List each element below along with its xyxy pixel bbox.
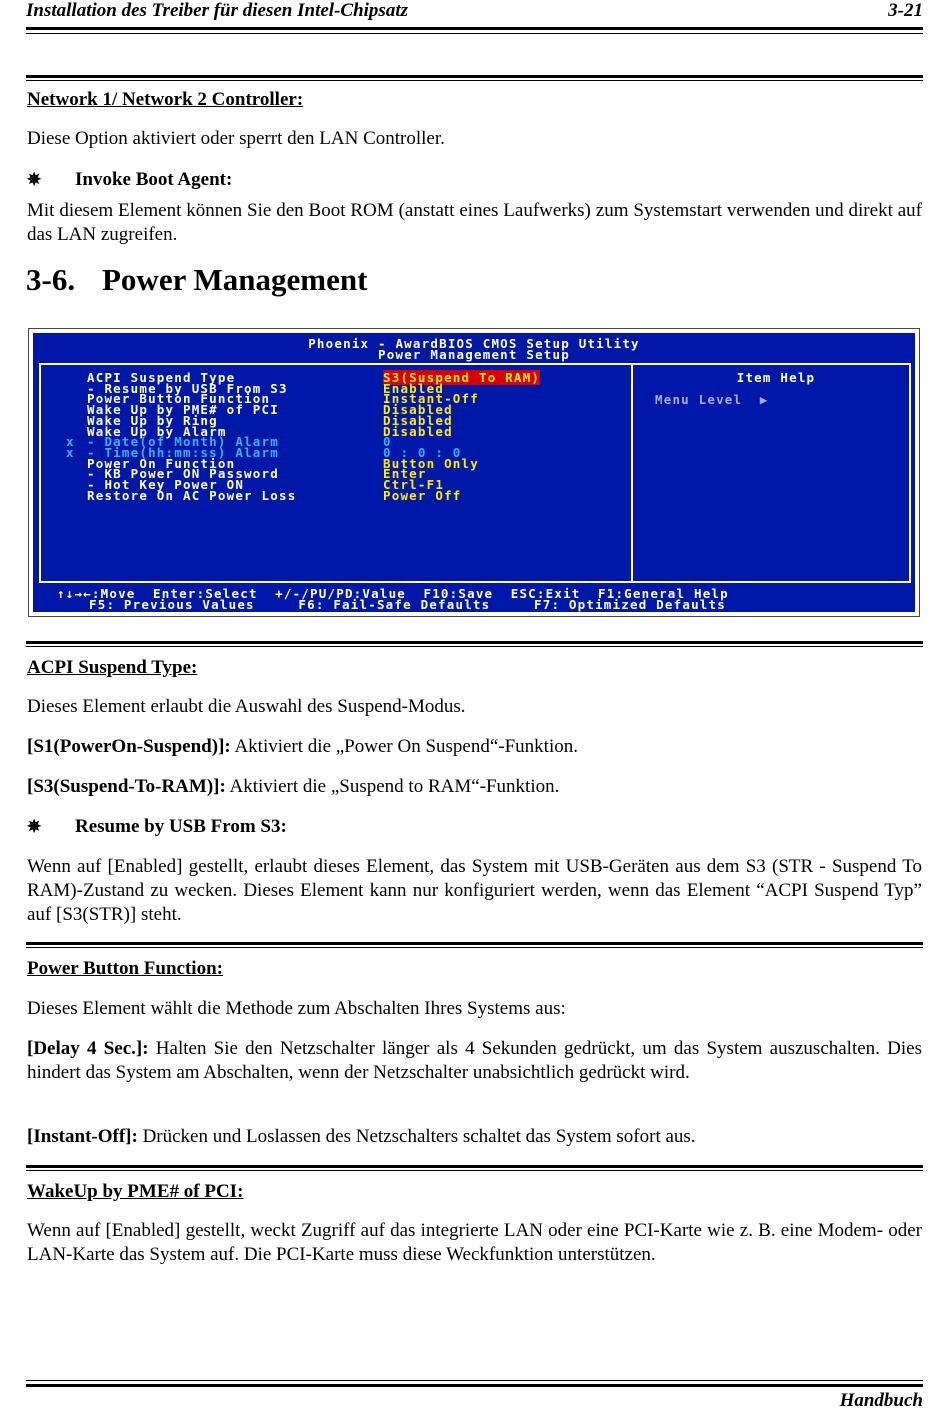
bios-footer-defaults: F5: Previous Values F6: Fail-Safe Defaults F7: Optimized Defaults bbox=[89, 597, 726, 612]
bios-item-power-on-function[interactable]: Power On Function bbox=[87, 455, 236, 471]
bios-marker: x bbox=[66, 444, 75, 460]
bios-value-kb-password[interactable]: Enter bbox=[383, 466, 427, 482]
usb-desc: Wenn auf [Enabled] gestellt, erlaubt dieses Element, das System mit USB-Geräten aus dem S3 (STR - Suspend To RAM)-Zustand zu wecken. Dieses Element kann nur konfiguriert werden, wenn das Element “ACPI Suspend Typ” auf [S3(STR)] steht. bbox=[27, 856, 922, 925]
page-footer bbox=[26, 1390, 923, 1416]
boot-agent-title: Invoke Boot Agent: bbox=[75, 169, 233, 190]
bios-item-wake-ring[interactable]: Wake Up by Ring bbox=[87, 412, 218, 428]
header-rule-thin bbox=[26, 33, 923, 34]
network-heading: Network 1/ Network 2 Controller: bbox=[27, 89, 304, 110]
acpi-s1 bbox=[27, 735, 922, 759]
bios-menu-level-label: Menu Level bbox=[655, 392, 743, 407]
footer-rule bbox=[26, 1384, 923, 1387]
power-button-heading: Power Button Function: bbox=[27, 958, 223, 979]
footer-label: Handbuch bbox=[839, 1390, 923, 1411]
bios-value-time-alarm: 0 : 0 : 0 bbox=[383, 444, 462, 460]
bios-item-labels bbox=[87, 370, 297, 503]
header-title: Installation des Treiber für diesen Intel-Chipsatz bbox=[26, 0, 408, 21]
acpi-s3 bbox=[27, 775, 922, 799]
section-rule-thin bbox=[26, 1170, 923, 1171]
bios-footer-keys: ↑↓→←:Move Enter:Select +/-/PU/PD:Value F10:Save ESC:Exit F1:General Help bbox=[57, 586, 729, 601]
bios-item-acpi-suspend-type[interactable]: ACPI Suspend Type bbox=[87, 370, 236, 385]
power-button-delay bbox=[27, 1037, 922, 1085]
acpi-s3-desc: Aktiviert die „Suspend to RAM“-Funktion. bbox=[229, 776, 560, 797]
section-rule-thin bbox=[26, 947, 923, 948]
acpi-s1-label: [S1(PowerOn-Suspend)]: bbox=[27, 736, 231, 757]
bios-menu-level bbox=[655, 392, 769, 407]
bios-item-values bbox=[383, 370, 541, 503]
bios-value-acpi-suspend-type[interactable]: S3(Suspend To RAM) bbox=[383, 370, 541, 385]
section-rule bbox=[26, 75, 923, 78]
bios-item-wake-alarm[interactable]: Wake Up by Alarm bbox=[87, 423, 227, 439]
bios-item-resume-usb[interactable]: - Resume by USB From S3 bbox=[87, 380, 288, 396]
delay-desc: Halten Sie den Netzschalter länger als 4 Sekunden gedrückt, um das System auszuschalten. Dies hindert das System am Abschalten, wenn der Netzschalter unabsichtlich gedrückt wird. bbox=[27, 1038, 922, 1083]
wakeup-desc: Wenn auf [Enabled] gestellt, weckt Zugriff auf das integrierte LAN oder eine PCI-Karte wie z. B. eine Modem- oder LAN-Karte das System auf. Die PCI-Karte muss diese Weckfunktion unterstützen. bbox=[27, 1220, 922, 1265]
bios-item-hot-key[interactable]: - Hot Key Power ON bbox=[87, 477, 245, 493]
bios-item-date-alarm: - Date(of Month) Alarm bbox=[87, 434, 279, 450]
bios-menu-frame bbox=[39, 363, 911, 583]
instant-desc: Drücken und Loslassen des Netzschalters schaltet das System sofort aus. bbox=[142, 1126, 696, 1147]
acpi-s1-desc: Aktiviert die „Power On Suspend“-Funktion. bbox=[234, 736, 578, 757]
bios-item-power-button[interactable]: Power Button Function bbox=[87, 391, 271, 407]
bios-screenshot bbox=[28, 328, 920, 617]
usb-title: Resume by USB From S3: bbox=[75, 816, 287, 837]
power-button-instant bbox=[27, 1125, 922, 1149]
bios-marker: x bbox=[66, 434, 75, 450]
bios-value-power-button[interactable]: Instant-Off bbox=[383, 391, 479, 407]
bios-value-hot-key[interactable]: Ctrl-F1 bbox=[383, 477, 445, 493]
section-rule-thin bbox=[26, 646, 923, 647]
section-rule bbox=[26, 942, 923, 945]
page-number: 3-21 bbox=[888, 0, 923, 21]
menu-level-arrow-icon: ▶ bbox=[759, 392, 769, 407]
bios-value-wake-ring[interactable]: Disabled bbox=[383, 412, 453, 428]
header-rule bbox=[26, 27, 923, 30]
boot-agent-desc: Mit diesem Element können Sie den Boot ROM (anstatt eines Laufwerks) zum Systemstart verwenden und direkt auf das LAN zugreifen. bbox=[27, 200, 922, 245]
bios-value-wake-pme[interactable]: Disabled bbox=[383, 402, 453, 418]
bios-value-restore-ac[interactable]: Power Off bbox=[383, 487, 462, 503]
acpi-s3-label: [S3(Suspend-To-RAM)]: bbox=[27, 776, 226, 797]
acpi-heading: ACPI Suspend Type: bbox=[27, 657, 198, 678]
acpi-desc: Dieses Element erlaubt die Auswahl des Suspend-Modus. bbox=[27, 696, 466, 717]
power-button-desc: Dieses Element wählt die Methode zum Abschalten Ihres Systems aus: bbox=[27, 998, 566, 1019]
section-title: Power Management bbox=[102, 262, 368, 297]
bios-item-wake-pme[interactable]: Wake Up by PME# of PCI bbox=[87, 402, 279, 418]
bios-help-title: Item Help bbox=[736, 370, 816, 385]
bios-screen bbox=[33, 333, 915, 612]
boot-agent-title-row bbox=[27, 168, 922, 192]
bios-item-kb-password[interactable]: - KB Power ON Password bbox=[87, 466, 279, 482]
bios-value-date-alarm: 0 bbox=[383, 434, 392, 450]
bios-value-wake-alarm[interactable]: Disabled bbox=[383, 423, 453, 439]
usb-title-row bbox=[27, 815, 922, 839]
bios-disabled-markers bbox=[66, 373, 75, 491]
bios-help-divider bbox=[631, 365, 633, 581]
section-rule-thin bbox=[26, 80, 923, 81]
wakeup-heading: WakeUp by PME# of PCI: bbox=[27, 1181, 244, 1202]
footer-rule-thin bbox=[26, 1380, 923, 1381]
network-desc: Diese Option aktiviert oder sperrt den LAN Controller. bbox=[27, 128, 445, 149]
bios-title-line2: Power Management Setup bbox=[378, 346, 570, 362]
bios-title bbox=[33, 336, 915, 362]
bullet-icon: ✵ bbox=[27, 817, 42, 836]
page-header bbox=[26, 0, 923, 26]
section-rule bbox=[26, 641, 923, 644]
delay-label: [Delay 4 Sec.]: bbox=[27, 1038, 149, 1059]
bios-title-line1: Phoenix - AwardBIOS CMOS Setup Utility bbox=[308, 336, 640, 351]
bios-help-panel bbox=[641, 370, 816, 416]
bios-value-power-on-function[interactable]: Button Only bbox=[383, 455, 479, 471]
section-heading bbox=[26, 262, 367, 298]
section-number: 3-6. bbox=[26, 262, 76, 297]
instant-label: [Instant-Off]: bbox=[27, 1126, 138, 1147]
bios-item-time-alarm: - Time(hh:mm:ss) Alarm bbox=[87, 444, 279, 460]
bios-item-restore-ac[interactable]: Restore On AC Power Loss bbox=[87, 487, 297, 503]
bios-value-resume-usb[interactable]: Enabled bbox=[383, 380, 445, 396]
section-rule bbox=[26, 1165, 923, 1168]
bullet-icon: ✵ bbox=[27, 170, 42, 189]
